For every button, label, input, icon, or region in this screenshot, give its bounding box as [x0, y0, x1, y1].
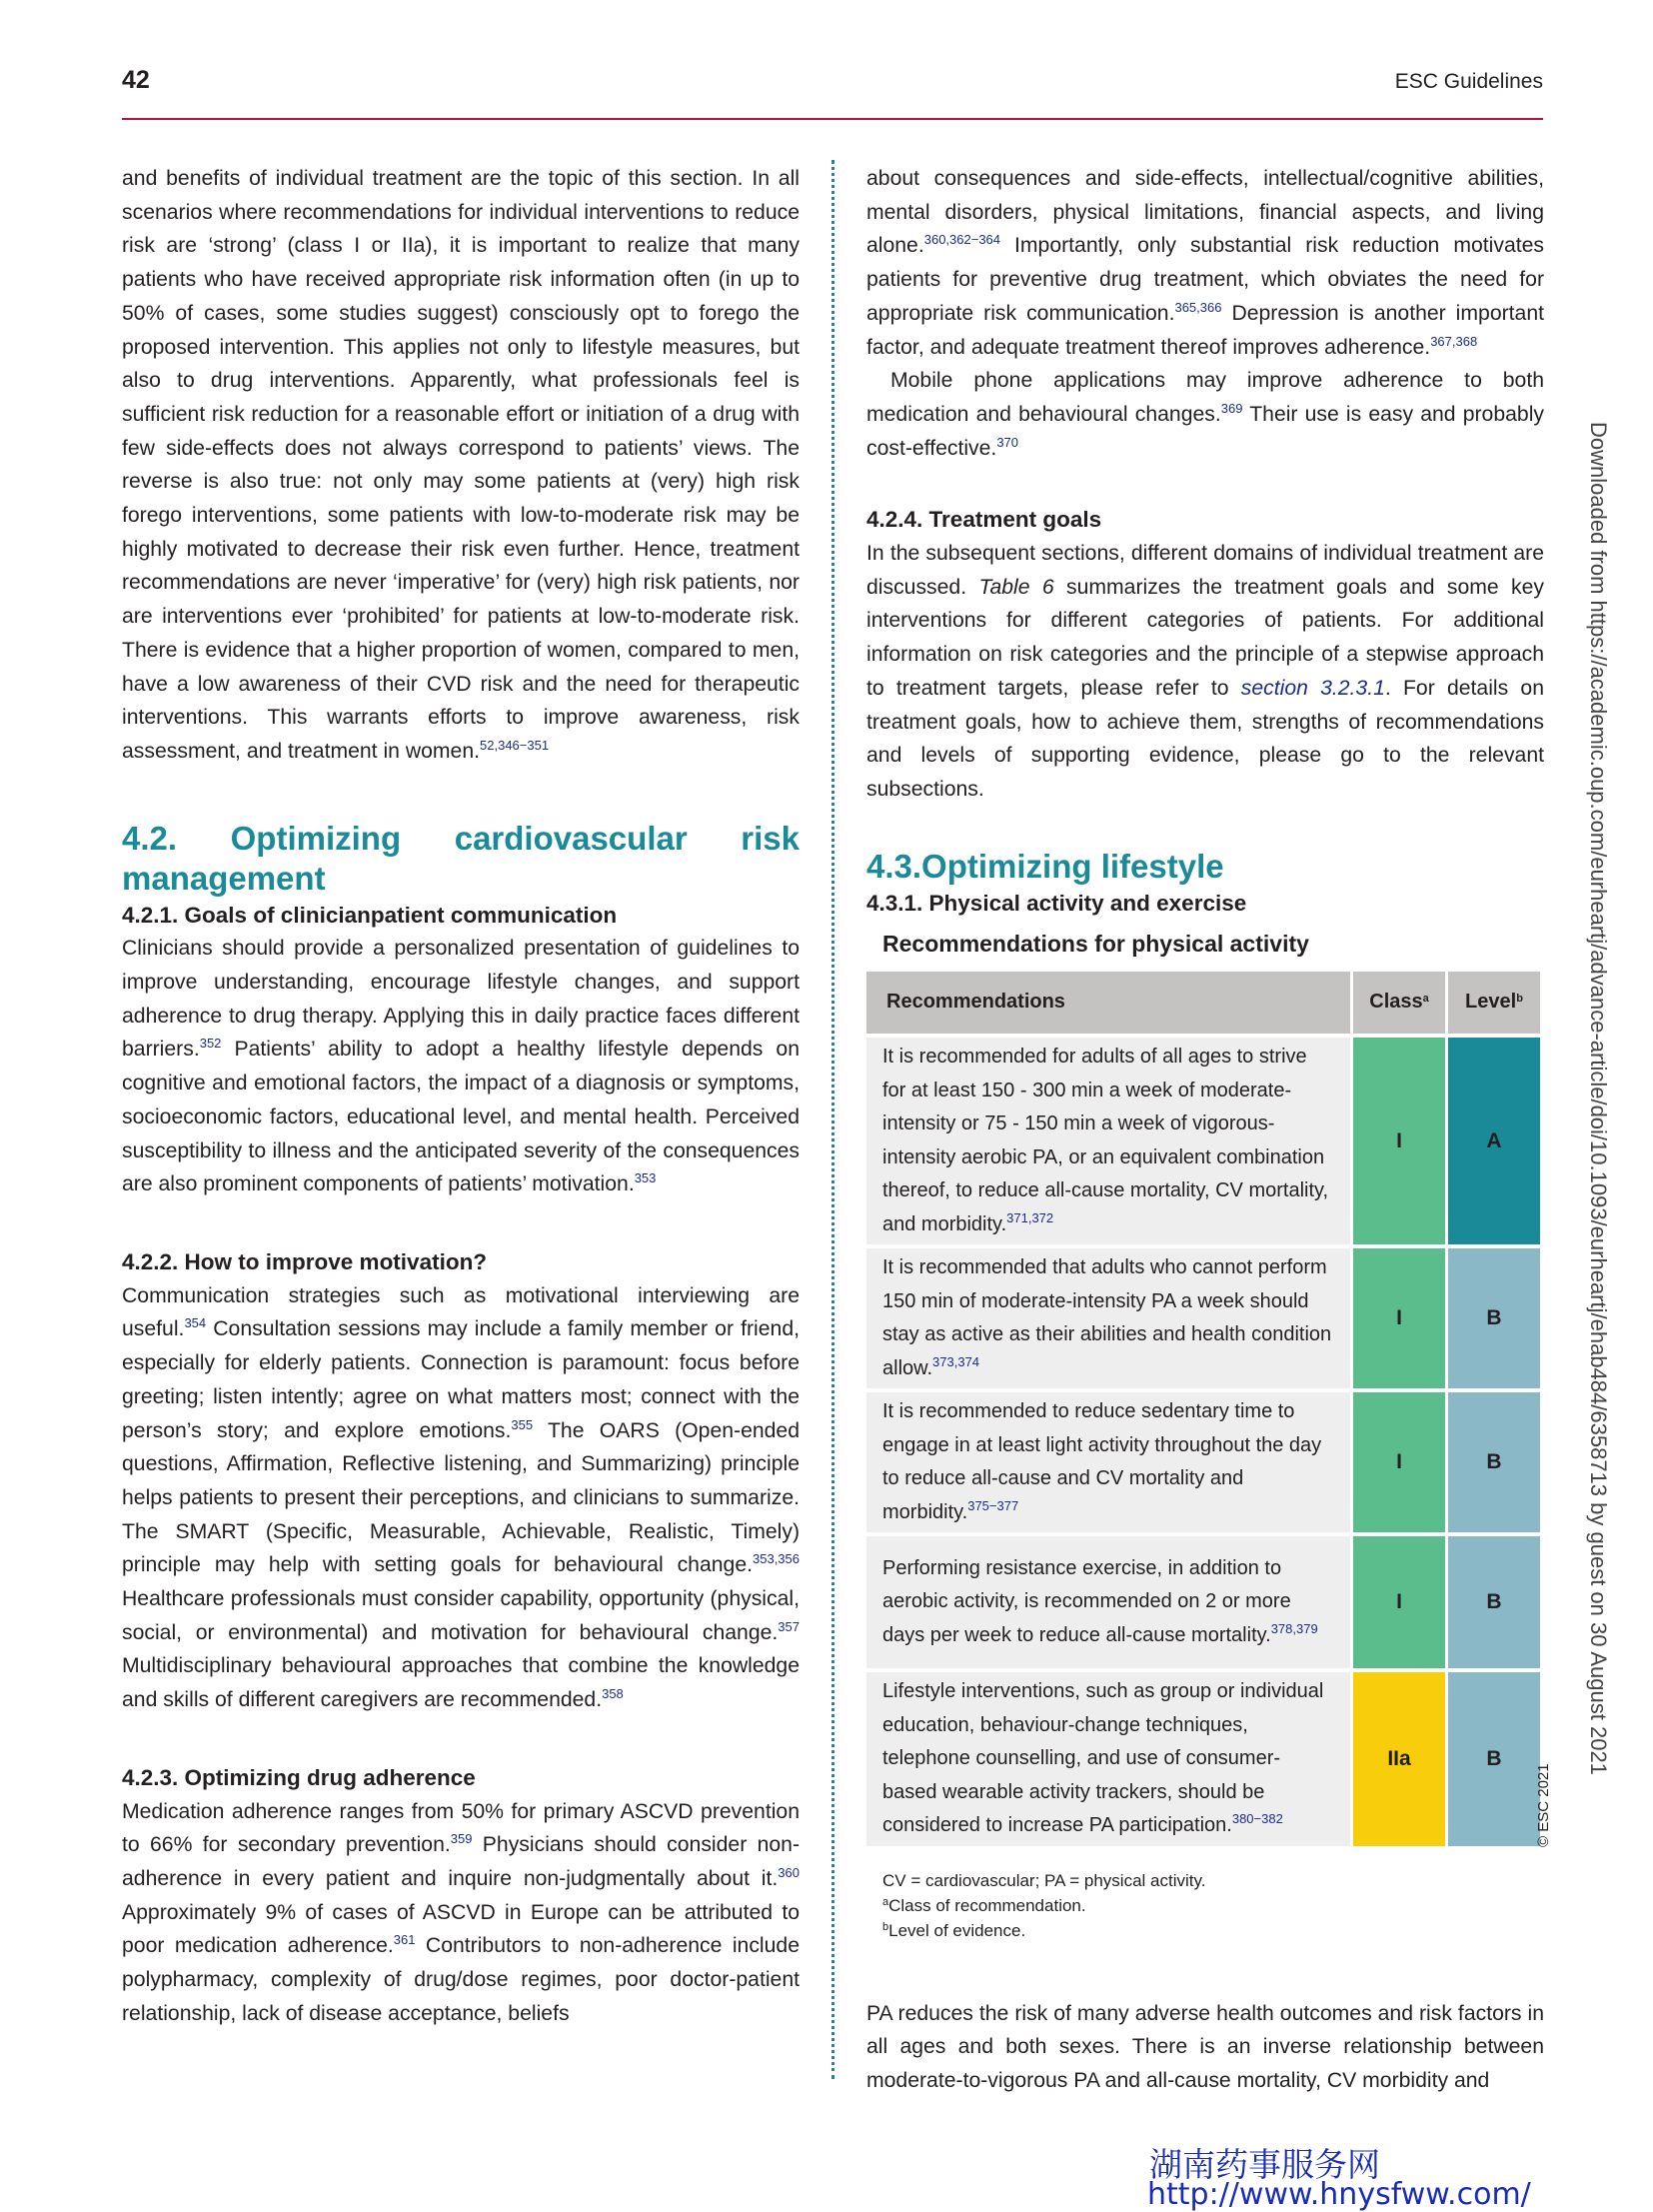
section-heading-4-3: 4.3.Optimizing lifestyle	[866, 847, 1224, 885]
subsection-heading-4-2-4: 4.2.4. Treatment goals	[866, 507, 1102, 533]
citation[interactable]: 373,374	[932, 1353, 980, 1369]
citation[interactable]: 353,356	[753, 1551, 800, 1567]
citation[interactable]: 360,362−364	[923, 232, 1001, 248]
table-title: Recommendations for physical activity	[882, 931, 1309, 958]
section-heading-4-2: 4.2. Optimizing cardiovascular risk management	[122, 819, 800, 897]
recommendations-table	[866, 972, 1540, 1850]
subsection-heading-4-3-1: 4.3.1. Physical activity and exercise	[866, 890, 1247, 916]
section-link[interactable]: section 3.2.3.1	[1240, 676, 1385, 700]
table-row	[866, 1248, 1540, 1392]
citation[interactable]: 365,366	[1174, 299, 1222, 315]
table-footnotes	[882, 1868, 1544, 1943]
header-level: Level$^b$	[1445, 972, 1540, 1038]
table-row	[866, 1392, 1540, 1536]
running-title: ESC Guidelines	[1394, 70, 1543, 93]
subsection-heading-4-2-2: 4.2.2. How to improve motivation?	[122, 1248, 488, 1274]
level-badge: B	[1445, 1248, 1540, 1392]
level-badge: A	[1445, 1038, 1540, 1248]
watermark-title: 湖南药事服务网	[1149, 2145, 1380, 2184]
paragraph-4-2-2: Communication strategies such as motivational interviewing are useful.$^{354}$ Consultation sessions may include a family member or friend, especially for elderly patients. Connection is paramount: focus before greeting; listen intently; agree on what matters most; connect with the person’s story; and explore emotions.$^{355}$ The OARS (Open-ended questions, Affirmation, Reflective listening, and Summarizing) principle helps patients to present their perceptions, and clinicians to summarize. The SMART (Specific, Measurable, Achievable, Realistic, Timely) principle may help with setting goals for behavioural change.$^{353,356}$ Healthcare professionals must consider capability, opportunity (physical, social, or environmental) and motivation for behavioural change.$^{357}$ Multidisciplinary behavioural approaches that combine the knowledge and skills of different caregivers are recommended.$^{358}$	[122, 1283, 800, 1712]
citation[interactable]: 370	[996, 434, 1019, 450]
download-note[interactable]: Downloaded from https://academic.oup.com/eurheartj/advance-article/doi/10.1093/eurheartj/ehab484/6358713 by guest on 30 August 2021	[1586, 422, 1611, 1775]
citation[interactable]: 360	[778, 1864, 800, 1880]
paragraph-4-2-3: Medication adherence ranges from 50% for primary ASCVD prevention to 66% for secondary prevention.$^{359}$ Physicians should consider non-adherence in every patient and inquire non-judgmentally about it.$^{360}$ Approximately 9% of cases of ASCVD in Europe can be attributed to poor medication adherence.$^{361}$ Contributors to non-adherence include polypharmacy, complexity of drug/dose regimes, poor doctor-patient relationship, lack of disease acceptance, beliefs	[122, 1799, 801, 2025]
citation[interactable]: 367,368	[1430, 333, 1478, 349]
citation[interactable]: 361	[393, 1932, 416, 1948]
watermark-url[interactable]: http://www.hnysfww.com/	[1147, 2177, 1531, 2212]
recommendation-text: Performing resistance exercise, in addition to aerobic activity, is recommended on 2 or more days per week to reduce all-cause mortality.$^{378,379}$	[866, 1536, 1350, 1672]
footnote-abbreviations: CV = cardiovascular; PA = physical activity.	[882, 1870, 1206, 1890]
header-recommendations: Recommendations	[866, 972, 1350, 1038]
paragraph-4-2-4: In the subsequent sections, different domains of individual treatment are discussed. Table 6 summarizes the treatment goals and some key interventions for different categories of patients. For additional information on risk categories and the principle of a stepwise approach to treatment targets, please refer to section 3.2.3.1. For details on treatment goals, how to achieve them, strengths of recommendations and levels of supporting evidence, please go to the relevant subsections.	[866, 542, 1544, 801]
esc-copyright: © ESC 2021	[1535, 1763, 1552, 1847]
footnote-b: $^b$Level of evidence.	[882, 1920, 1026, 1940]
citation[interactable]: 358	[602, 1686, 624, 1702]
header-class: Class$^a$	[1350, 972, 1445, 1038]
citation[interactable]: 355	[511, 1416, 534, 1432]
intro-paragraph: and benefits of individual treatment are the topic of this section. In all scenarios where recommendations for individual interventions to reduce risk are ‘strong’ (class I or IIa), it is important to realize that many patients who have received appropriate risk information often (in up to 50% of cases, some studies suggest) consciously opt to forego the proposed intervention. This applies not only to lifestyle measures, but also to drug interventions. Apparently, what professionals feel is sufficient risk reduction for a reasonable effort or initiation of a drug with few side-effects does not always correspond to patients’ views. The reverse is also true: not only may some patients at (very) high risk forego interventions, some patients with low-to-moderate risk may be highly motivated to decrease their risk even further. Hence, treatment recommendations are never ‘imperative’ for (very) high risk patients, nor are interventions ever ‘prohibited’ for patients at low-to-moderate risk. There is evidence that a higher proportion of women, compared to men, have a low awareness of their CVD risk and the need for therapeutic interventions. This warrants efforts to improve awareness, risk assessment, and treatment in women.$^{52,346-351}$	[122, 167, 800, 763]
column-divider	[831, 160, 834, 2079]
page-number: 42	[122, 66, 150, 94]
class-badge: I	[1350, 1248, 1445, 1392]
citation[interactable]: 354	[184, 1315, 207, 1331]
class-badge: I	[1350, 1392, 1445, 1536]
header-rule	[122, 118, 1543, 120]
paragraph-adherence-cont: about consequences and side-effects, intellectual/cognitive abilities, mental disorders, physical limitations, financial aspects, and living alone.$^{360,362-364}$ Importantly, only substantial risk reduction motivates patients for preventive drug treatment, which obviates the need for appropriate risk communication.$^{365,366}$ Depression is another important factor, and adequate treatment thereof improves adherence.$^{367,368}$	[866, 167, 1544, 359]
paragraph-pa-reduces: PA reduces the risk of many adverse health outcomes and risk factors in all ages and both sexes. There is an inverse relationship between moderate-to-vigorous PA and all-cause mortality, CV morbidity and	[866, 2001, 1544, 2092]
level-badge: B	[1445, 1536, 1540, 1672]
recommendation-text: It is recommended to reduce sedentary time to engage in at least light activity throughout the day to reduce all-cause and CV mortality and morbidity.$^{375-377}$	[866, 1392, 1350, 1536]
table-reference[interactable]: Table 6	[978, 575, 1054, 599]
right-column	[866, 162, 1544, 2098]
class-badge: I	[1350, 1536, 1445, 1672]
paragraph-4-2-1: Clinicians should provide a personalized presentation of guidelines to improve understanding, encourage lifestyle changes, and support adherence to drug therapy. Applying this in daily practice faces different barriers.$^{352}$ Patients’ ability to adopt a healthy lifestyle depends on cognitive and emotional factors, the impact of a diagnosis or symptoms, socioeconomic factors, educational level, and mental health. Perceived susceptibility to illness and the anticipated severity of the consequences are also prominent components of patients’ motivation.$^{353}$	[122, 937, 800, 1196]
citation[interactable]: 371,372	[1006, 1209, 1054, 1225]
citation[interactable]: 378,379	[1270, 1620, 1318, 1636]
class-badge: IIa	[1350, 1672, 1445, 1850]
level-badge: B	[1445, 1392, 1540, 1536]
citation[interactable]: 357	[778, 1618, 800, 1634]
citation[interactable]: 52,346−351	[480, 737, 550, 753]
table-row	[866, 1536, 1540, 1672]
level-badge: B	[1445, 1672, 1540, 1850]
citation[interactable]: 375−377	[967, 1497, 1019, 1513]
left-column	[122, 162, 800, 2030]
table-row	[866, 1672, 1540, 1850]
citation[interactable]: 380−382	[1231, 1811, 1283, 1827]
recommendation-text: It is recommended for adults of all ages to strive for at least 150 - 300 min a week of moderate-intensity or 75 - 150 min a week of vigorous-intensity aerobic PA, or an equivalent combination thereof, to reduce all-cause mortality, CV mortality, and morbidity.$^{371,372}$	[866, 1038, 1350, 1248]
citation[interactable]: 359	[450, 1831, 473, 1847]
recommendation-text: It is recommended that adults who cannot perform 150 min of moderate-intensity PA a week should stay as active as their abilities and health condition allow.$^{373,374}$	[866, 1248, 1350, 1392]
recommendation-text: Lifestyle interventions, such as group or individual education, behaviour-change techniques, telephone counselling, and use of consumer-based wearable activity trackers, should be considered to increase PA participation.$^{380-382}$	[866, 1672, 1350, 1850]
paragraph-mobile-apps: Mobile phone applications may improve adherence to both medication and behavioural changes.$^{369}$ Their use is easy and probably cost-effective.$^{370}$	[866, 369, 1544, 460]
citation[interactable]: 369	[1220, 400, 1243, 416]
subsection-heading-4-2-3: 4.2.3. Optimizing drug adherence	[122, 1764, 476, 1790]
class-badge: I	[1350, 1038, 1445, 1248]
citation[interactable]: 353	[634, 1170, 657, 1186]
table-row	[866, 1038, 1540, 1248]
subsection-heading-4-2-1: 4.2.1. Goals of clinicianpatient communication	[122, 902, 618, 928]
citation[interactable]: 352	[199, 1036, 222, 1052]
footnote-a: $^a$Class of recommendation.	[882, 1895, 1086, 1915]
